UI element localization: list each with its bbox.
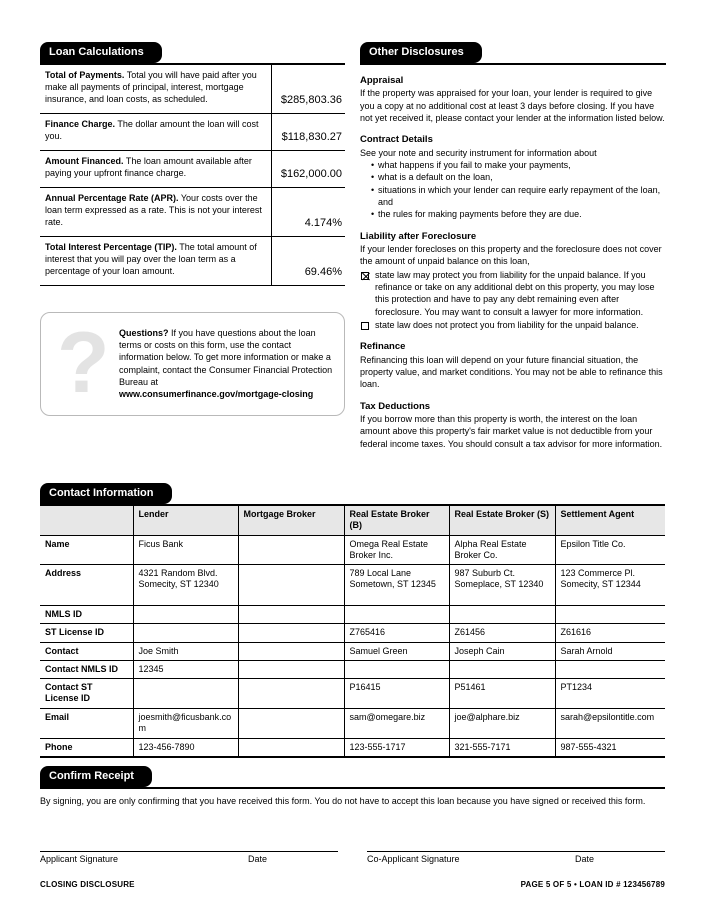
table-row (40, 237, 345, 286)
table-row (40, 708, 665, 738)
section-title-loan-calculations: Loan Calculations (40, 42, 162, 63)
row-description (40, 237, 272, 285)
contract-details-subsection (360, 134, 666, 220)
subsection-text: If you borrow more than this property is worth, the interest on the loan amount above this property's fair market value is not deductible from your federal income taxes. You should consult a tax advisor for more information. (360, 413, 663, 449)
applicant-signature-block (40, 851, 338, 864)
table-cell: Z61456 (449, 624, 555, 642)
checkbox-label: state law may protect you from liability for the unpaid balance. If you refinance or take on any additional debt on this property, you may lose this protection and have to pay any debt remaining even after foreclosure. You may want to consult a lawyer for more information. (375, 269, 655, 317)
table-cell: PT1234 (555, 679, 665, 709)
appraisal-subsection (360, 75, 666, 124)
table-cell (133, 606, 238, 624)
page-footer (40, 880, 665, 889)
row-description (40, 114, 272, 150)
table-row (40, 660, 665, 678)
loan-calculations-section (40, 42, 345, 416)
row-description (40, 65, 272, 113)
table-cell: Alpha Real Estate Broker Co. (449, 535, 555, 565)
subsection-text: Refinancing this loan will depend on your future financial situation, the property value, and market conditions. You may not be able to refinance this loan. (360, 354, 663, 390)
table-cell (344, 660, 449, 678)
row-value: 69.46% (304, 265, 342, 278)
row-term: Total of Payments. (45, 70, 125, 80)
signature-labels (40, 852, 338, 864)
table-cell (238, 565, 344, 606)
question-mark-icon: ? (57, 314, 110, 411)
row-text: Your costs over the loan term expressed as a rate. This is not your interest rate. (45, 192, 262, 227)
row-label: Address (40, 565, 133, 606)
row-text: Total you will have paid after you make all payments of principal, interest, mortgage insurance, and loan costs, as scheduled. (45, 70, 257, 104)
table-cell: 789 Local Lane Sometown, ST 12345 (344, 565, 449, 606)
table-row (40, 679, 665, 709)
table-cell: Omega Real Estate Broker Inc. (344, 535, 449, 565)
table-cell (238, 535, 344, 565)
table-cell (238, 679, 344, 709)
contract-details-bullet-list (370, 159, 666, 221)
subsection-text: See your note and security instrument for information about (360, 147, 597, 158)
row-term: Total Interest Percentage (TIP). (45, 241, 177, 252)
confirm-receipt-section (40, 766, 665, 807)
table-cell: joesmith@ficusbank.com (133, 708, 238, 738)
table-cell: Z61616 (555, 624, 665, 642)
list-item: • the rules for making payments before they are due. (370, 208, 666, 220)
row-description (40, 188, 272, 236)
co-applicant-signature-label: Co-Applicant Signature (367, 854, 460, 864)
date-label: Date (248, 854, 268, 864)
row-label: Contact NMLS ID (40, 660, 133, 678)
table-cell: 987 Suburb Ct. Someplace, ST 12340 (449, 565, 555, 606)
row-text: The total amount of interest that you will pay over the loan term as a percentage of your loan amount. (45, 241, 257, 276)
loan-calculations-header-row (40, 42, 345, 65)
checkbox-checked-icon[interactable] (361, 272, 369, 280)
questions-lead: Questions? (119, 328, 169, 339)
table-header-row (40, 506, 665, 535)
column-header: Lender (133, 506, 238, 535)
footer-page-loan-id: PAGE 5 OF 5 • LOAN ID # 123456789 (520, 880, 665, 889)
liability-option-protected (360, 269, 666, 318)
table-cell: joe@alphare.biz (449, 708, 555, 738)
table-cell (555, 606, 665, 624)
table-row (40, 642, 665, 660)
column-header: Real Estate Broker (B) (344, 506, 449, 535)
confirm-receipt-header-row (40, 766, 665, 789)
table-cell: Z765416 (344, 624, 449, 642)
table-row (40, 565, 665, 606)
column-header (40, 506, 133, 535)
table-cell (133, 624, 238, 642)
table-cell (555, 660, 665, 678)
co-applicant-signature-block (367, 851, 665, 864)
table-cell: P51461 (449, 679, 555, 709)
applicant-signature-label: Applicant Signature (40, 854, 119, 864)
subsection-heading: Appraisal (360, 75, 404, 86)
table-cell (344, 606, 449, 624)
row-value: $118,830.27 (281, 130, 342, 143)
table-row (40, 624, 665, 642)
table-cell (238, 624, 344, 642)
table-row (40, 606, 665, 624)
subsection-heading: Liability after Foreclosure (360, 230, 477, 242)
row-term: Finance Charge. (45, 118, 116, 129)
table-row (40, 738, 665, 757)
table-row (40, 114, 345, 151)
checkbox-label: state law does not protect you from liability for the unpaid balance. (375, 319, 639, 330)
row-label: Phone (40, 738, 133, 757)
section-title-contact-information: Contact Information (40, 483, 172, 504)
footer-document-title: CLOSING DISCLOSURE (40, 880, 135, 889)
checkbox-unchecked-icon[interactable] (361, 322, 369, 330)
refinance-subsection (360, 341, 666, 390)
table-cell (238, 660, 344, 678)
table-cell: 4321 Random Blvd. Somecity, ST 12340 (133, 565, 238, 606)
signature-labels (367, 852, 665, 864)
list-item: • what happens if you fail to make your payments, (370, 159, 666, 171)
row-label: Contact ST License ID (40, 679, 133, 709)
date-label: Date (575, 854, 595, 864)
row-label: Contact (40, 642, 133, 660)
row-label: ST License ID (40, 624, 133, 642)
table-cell: sarah@epsilontitle.com (555, 708, 665, 738)
subsection-text: If the property was appraised for your loan, your lender is required to give you a copy at no additional cost at least 3 days before closing. If you have not yet received it, please contact your lender at the information listed below. (360, 88, 665, 123)
section-title-other-disclosures: Other Disclosures (360, 42, 482, 63)
contact-information-header-row (40, 483, 665, 506)
table-cell: Sarah Arnold (555, 642, 665, 660)
section-title-confirm-receipt: Confirm Receipt (40, 766, 152, 787)
list-item: • what is a default on the loan, (370, 171, 666, 183)
row-label: NMLS ID (40, 606, 133, 624)
subsection-heading: Refinance (360, 341, 406, 353)
table-cell: Ficus Bank (133, 535, 238, 565)
other-disclosures-header-row (360, 42, 666, 65)
row-term: Amount Financed. (45, 155, 124, 166)
table-cell (133, 679, 238, 709)
table-cell (238, 606, 344, 624)
table-row (40, 65, 345, 114)
signature-area (40, 851, 665, 864)
questions-body: If you have questions about the loan terms or costs on this form, use the contact information below. To get more information or make a complaint, contact the Consumer Financial Protection Bureau at (119, 328, 333, 387)
table-cell (238, 738, 344, 757)
table-cell: 12345 (133, 660, 238, 678)
row-description (40, 151, 272, 187)
subsection-heading: Contract Details (360, 134, 433, 146)
table-cell: 987-555-4321 (555, 738, 665, 757)
cfpb-link[interactable]: www.consumerfinance.gov/mortgage-closing (119, 388, 314, 399)
row-text: The dollar amount the loan will cost you. (45, 118, 259, 141)
loan-calculations-table (40, 65, 345, 286)
confirm-receipt-text: By signing, you are only confirming that you have received this form. You do not have to accept this loan because you have signed or received this form. (40, 796, 646, 806)
liability-subsection (360, 231, 666, 332)
row-label: Email (40, 708, 133, 738)
table-cell (238, 708, 344, 738)
questions-box (40, 312, 345, 416)
table-cell: 123-456-7890 (133, 738, 238, 757)
contact-information-table (40, 506, 665, 758)
table-cell (449, 606, 555, 624)
subsection-heading: Tax Deductions (360, 400, 431, 412)
table-cell: 123-555-1717 (344, 738, 449, 757)
row-value: $285,803.36 (280, 93, 342, 106)
contact-information-section (40, 483, 665, 758)
table-cell: Joseph Cain (449, 642, 555, 660)
list-item: • situations in which your lender can require early repayment of the loan, and (370, 184, 666, 209)
column-header: Mortgage Broker (238, 506, 344, 535)
table-cell: sam@omegare.biz (344, 708, 449, 738)
table-row (40, 151, 345, 188)
liability-option-not-protected (360, 319, 666, 331)
table-row (40, 535, 665, 565)
table-cell: P16415 (344, 679, 449, 709)
row-value: 4.174% (304, 216, 342, 229)
other-disclosures-section (360, 42, 666, 450)
row-label: Name (40, 535, 133, 565)
tax-deductions-subsection (360, 401, 666, 450)
table-row (40, 188, 345, 237)
questions-text (119, 327, 334, 400)
table-cell: 123 Commerce Pl. Somecity, ST 12344 (555, 565, 665, 606)
subsection-text: If your lender forecloses on this property and the foreclosure does not cover the amount of unpaid balance on this loan, (360, 243, 662, 267)
table-cell (449, 660, 555, 678)
row-text: The loan amount available after paying your upfront finance charge. (45, 155, 252, 178)
table-cell: Samuel Green (344, 642, 449, 660)
table-cell (238, 642, 344, 660)
column-header: Settlement Agent (555, 506, 665, 535)
row-term: Annual Percentage Rate (APR). (45, 192, 179, 203)
table-cell: Joe Smith (133, 642, 238, 660)
table-cell: 321-555-7171 (449, 738, 555, 757)
column-header: Real Estate Broker (S) (449, 506, 555, 535)
row-value: $162,000.00 (280, 167, 342, 180)
table-cell: Epsilon Title Co. (555, 535, 665, 565)
